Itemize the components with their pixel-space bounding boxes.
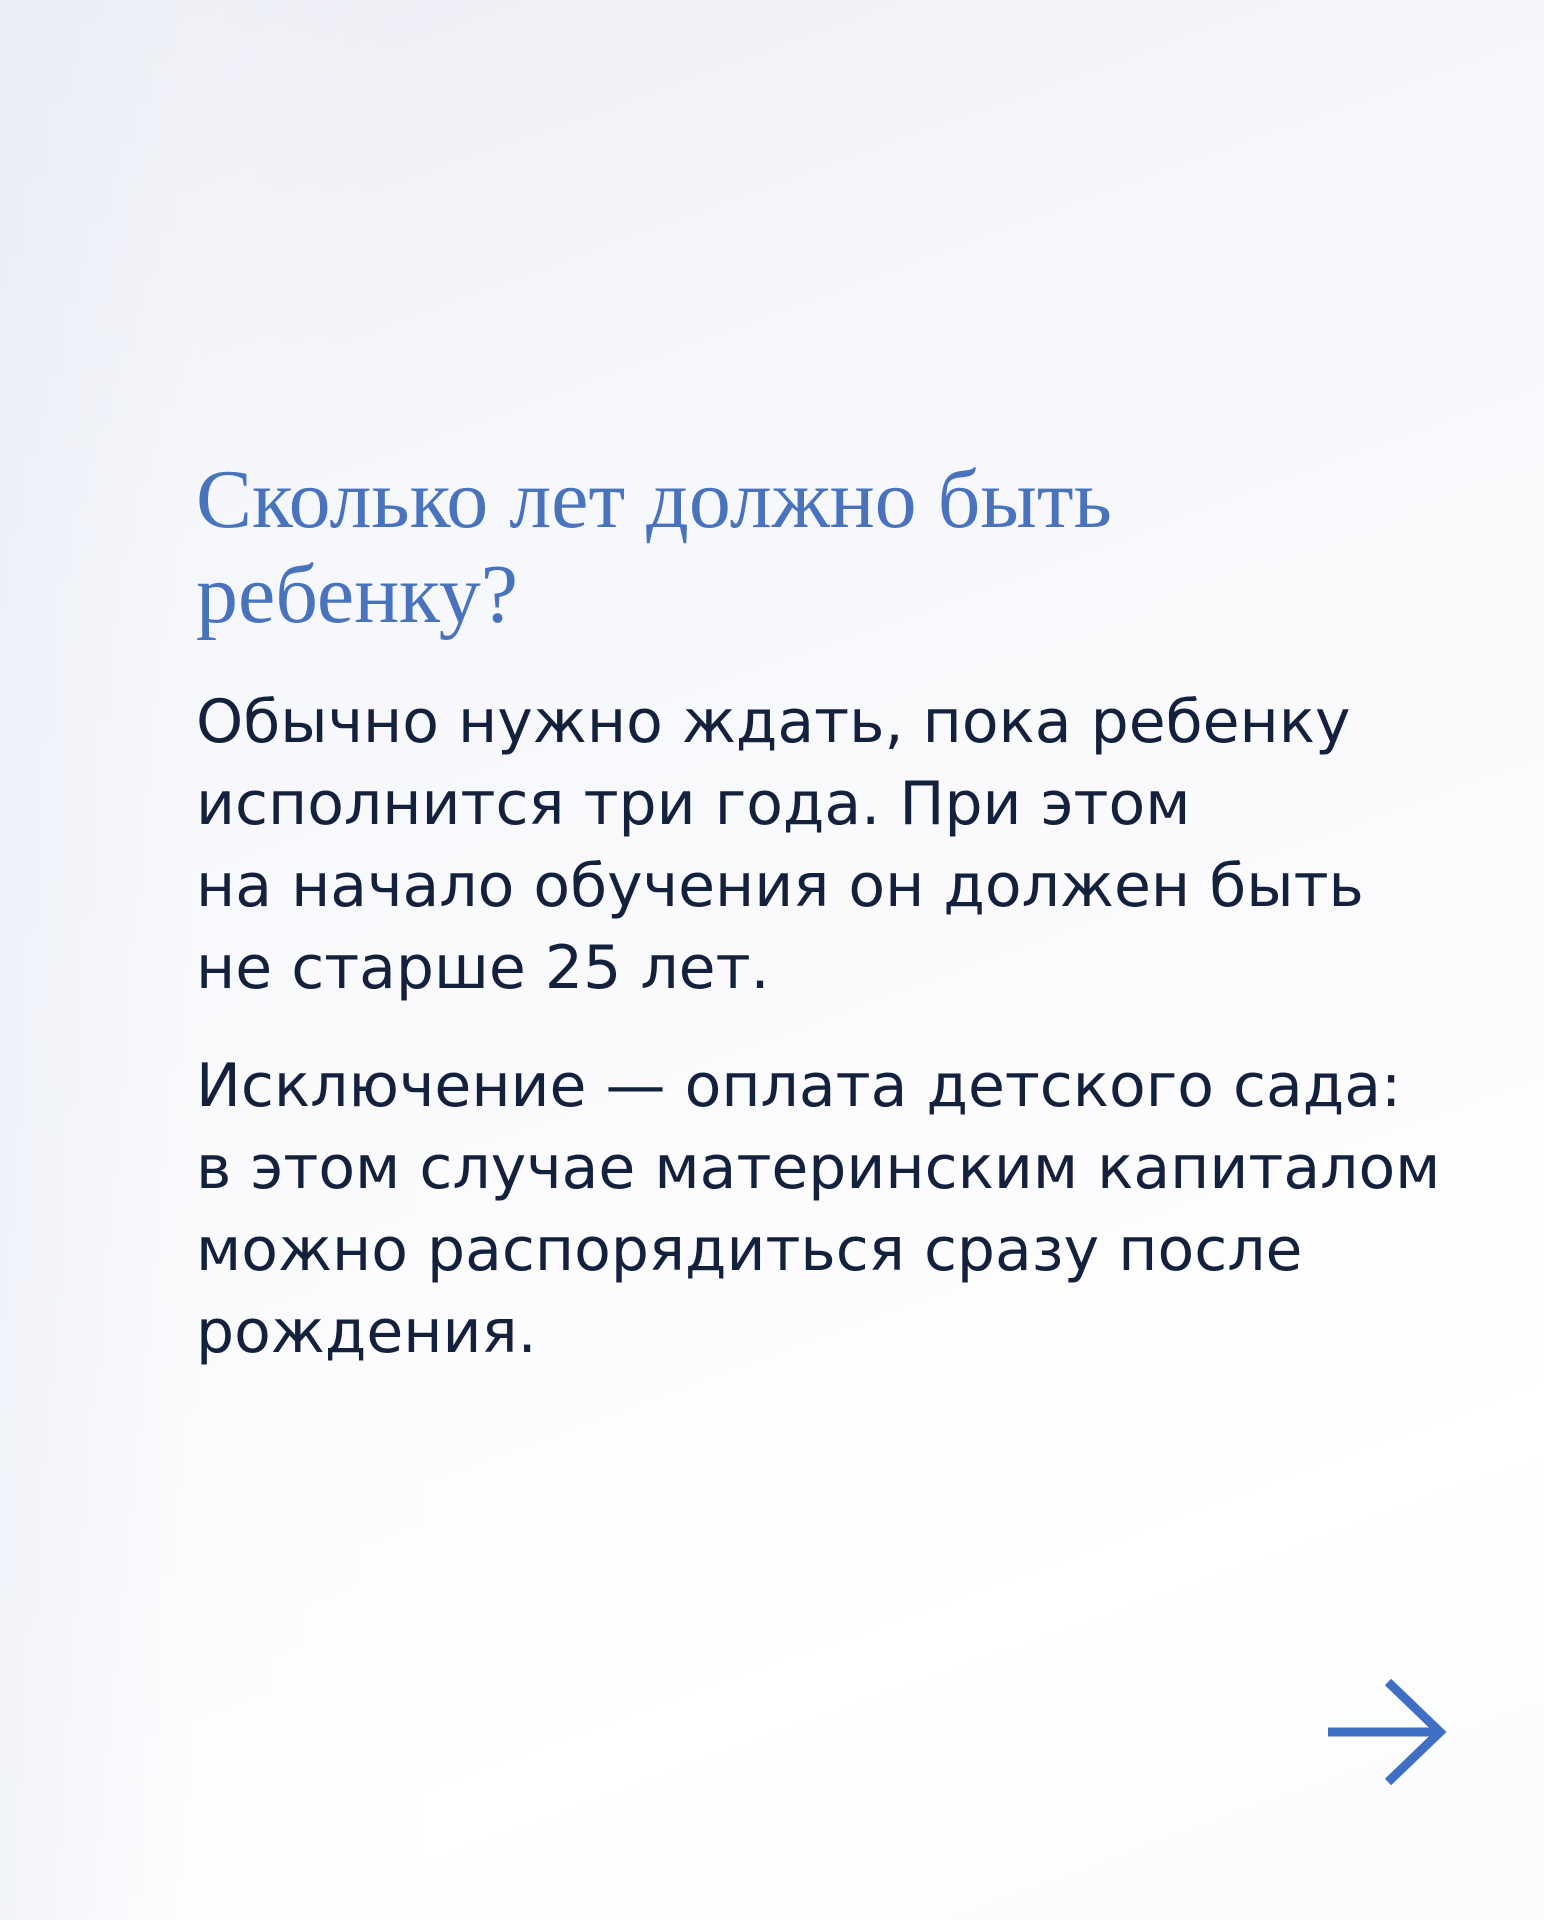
- paragraph-line: Обычно нужно ждать, пока ребенку: [196, 687, 1351, 757]
- arrow-right-icon: [1322, 1676, 1450, 1788]
- paragraph-line: можно распорядиться сразу после: [196, 1215, 1303, 1285]
- paragraph-line: Исключение — оплата детского сада:: [196, 1051, 1402, 1121]
- paragraph-exception: [196, 1045, 1446, 1373]
- paragraph-age-requirement: [196, 681, 1446, 1009]
- paragraph-line: рождения.: [196, 1297, 537, 1367]
- slide-title: [196, 452, 1396, 642]
- slide-title-line: Сколько лет должно быть: [196, 453, 1112, 546]
- paragraph-line: не старше 25 лет.: [196, 933, 770, 1003]
- paragraph-line: на начало обучения он должен быть: [196, 851, 1364, 921]
- slide-title-line: ребенку?: [196, 548, 519, 641]
- next-slide-button[interactable]: [1322, 1676, 1450, 1788]
- paragraph-line: в этом случае материнским капиталом: [196, 1133, 1441, 1203]
- paragraph-line: исполнится три года. При этом: [196, 769, 1191, 839]
